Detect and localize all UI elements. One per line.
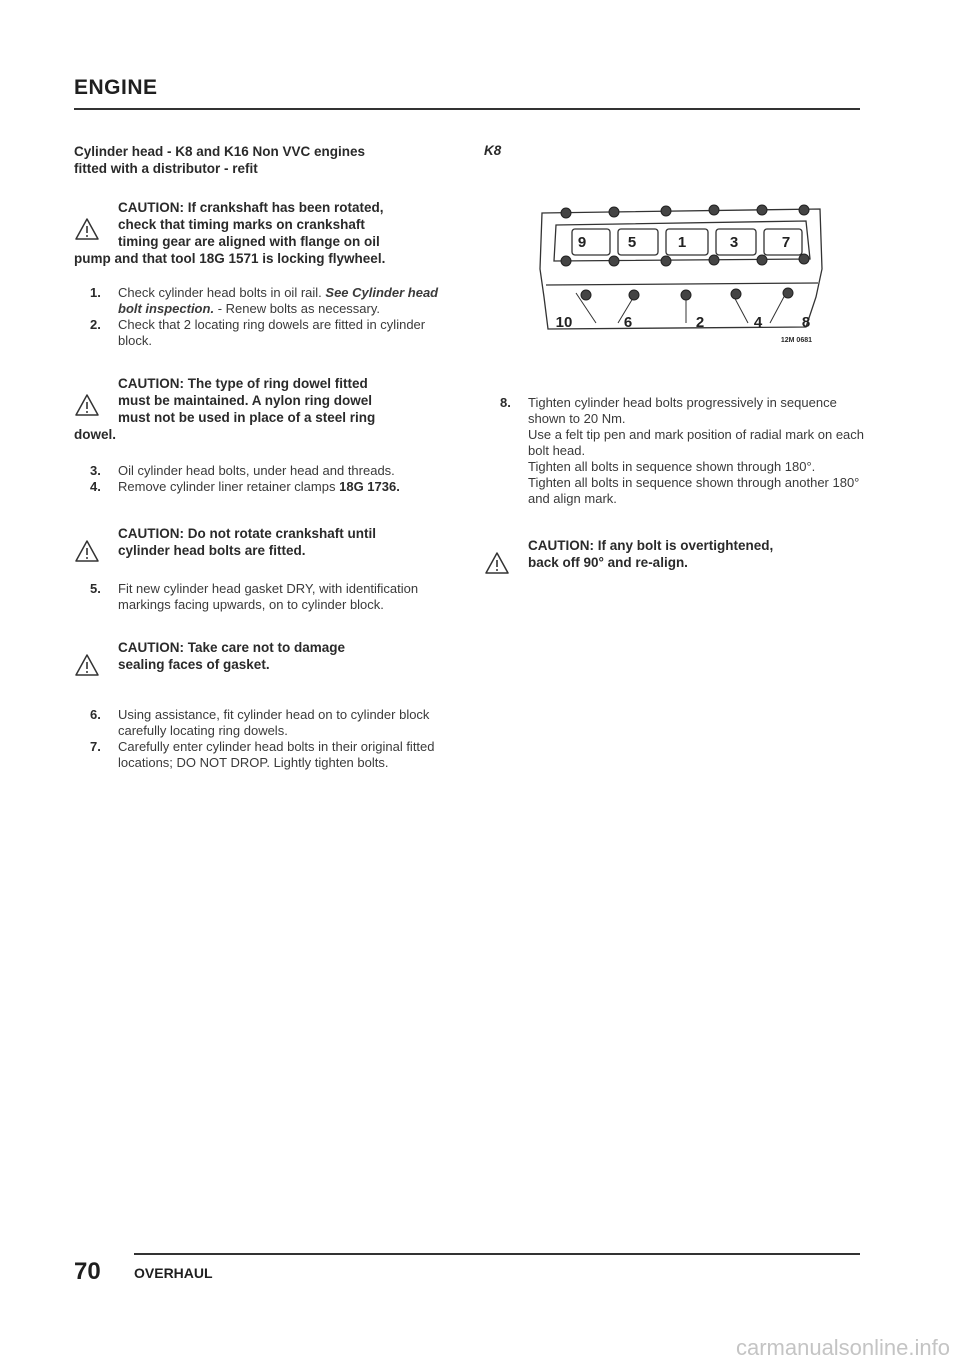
step-5-list [74, 581, 444, 613]
step-4: 4. Remove cylinder liner retainer clamps 18G 1736. [90, 479, 400, 494]
bolt-number-10: 10 [555, 314, 573, 331]
warning-triangle-icon [74, 217, 100, 241]
bolt-number-6: 6 [623, 314, 633, 331]
cross-reference-link[interactable]: See Cylinder head bolt inspection. [118, 285, 439, 316]
header-rule [74, 108, 860, 110]
footer-section-label: OVERHAUL [134, 1265, 213, 1281]
step-1: 1. Check cylinder head bolts in oil rail. See Cylinder head bolt inspection. - Renew bolts as necessary. [90, 285, 439, 316]
warning-triangle-icon [74, 653, 100, 677]
bolt-number-9: 9 [577, 234, 587, 251]
bolt-number-5: 5 [627, 234, 637, 251]
step-3: 3. Oil cylinder head bolts, under head and threads. [90, 463, 395, 478]
step-7: 7. Carefully enter cylinder head bolts in their original fitted locations; DO NOT DROP. Lightly tighten bolts. [90, 739, 435, 770]
page-header-title: ENGINE [74, 76, 158, 99]
right-column [484, 143, 864, 571]
caution-do-not-rotate: CAUTION: Do not rotate crankshaft until cylinder head bolts are fitted. [74, 525, 444, 559]
bolt-number-2: 2 [695, 314, 705, 331]
section-heading [74, 143, 444, 177]
caution-sealing-faces: CAUTION: Take care not to damage sealing faces of gasket. [74, 639, 444, 673]
bolt-number-1: 1 [677, 234, 687, 251]
caution-ring-dowel: CAUTION: The type of ring dowel fitted must be maintained. A nylon ring dowel must not be used in place of a steel ring dowel. [74, 376, 376, 442]
steps-6-7 [74, 707, 444, 771]
warning-triangle-icon [484, 551, 510, 575]
page-number: 70 [74, 1258, 101, 1285]
caution-overtightened: CAUTION: If any bolt is overtightened, back off 90° and re-align. [484, 537, 864, 571]
heading-line-2: fitted with a distributor - refit [74, 161, 258, 176]
steps-1-2 [74, 285, 444, 349]
bolt-number-8: 8 [801, 314, 811, 331]
heading-line-1: Cylinder head - K8 and K16 Non VVC engines [74, 144, 366, 159]
step-5: 5. Fit new cylinder head gasket DRY, with identification markings facing upwards, on to cylinder block. [90, 581, 419, 612]
bolt-number-3: 3 [729, 234, 739, 251]
warning-triangle-icon [74, 393, 100, 417]
bolt-number-4: 4 [753, 314, 763, 331]
step-6: 6. Using assistance, fit cylinder head on to cylinder block carefully locating ring dowels. [90, 707, 430, 738]
watermark-text: carmanualsonline.info [735, 1335, 950, 1360]
bolt-number-7: 7 [781, 234, 791, 251]
step-2: 2. Check that 2 locating ring dowels are fitted in cylinder block. [90, 317, 426, 348]
cylinder-head-bolt-sequence-diagram [536, 199, 826, 349]
bolt-sequence-drawing [536, 199, 826, 339]
left-column [74, 143, 444, 771]
steps-3-4 [74, 463, 444, 495]
warning-triangle-icon [74, 539, 100, 563]
figure-caption: K8 [484, 143, 502, 158]
caution-crankshaft-rotated: CAUTION: If crankshaft has been rotated, check that timing marks on crankshaft timing gear are aligned with flange on oil pump and that tool 18G 1571 is locking flywheel. [74, 200, 386, 266]
step-8: 8. Tighten cylinder head bolts progressively in sequence shown to 20 Nm. Use a felt tip pen and mark position of radial mark on each bolt head. Tighten all bolts in sequence shown through 180°. Tighten all bolts in sequence shown through another 180° and align mark. [500, 395, 865, 506]
footer-rule [134, 1253, 860, 1255]
step-8-list [484, 395, 864, 507]
figure-reference: 12M 0681 [780, 337, 812, 344]
